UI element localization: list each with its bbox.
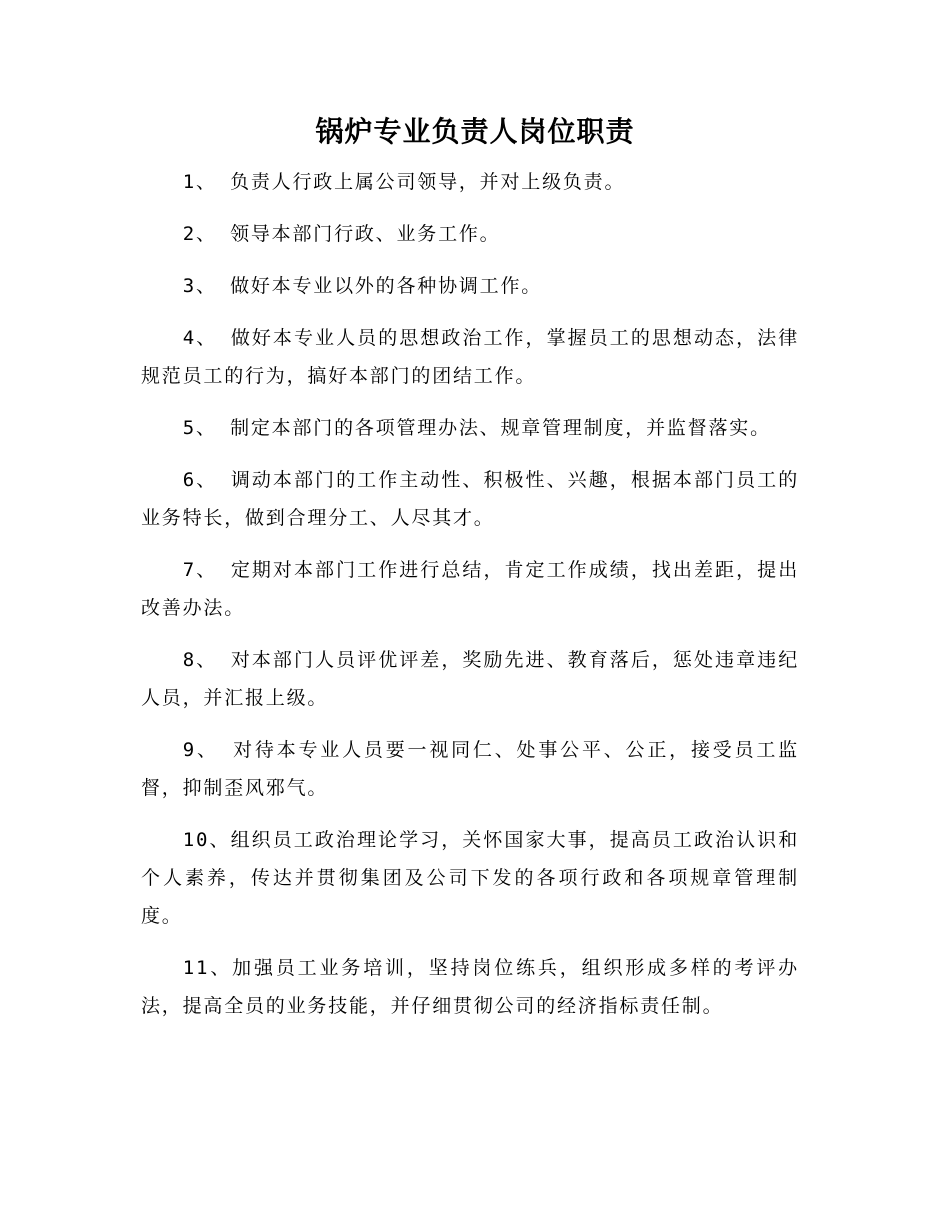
duty-item-6: 6、 调动本部门的工作主动性、积极性、兴趣，根据本部门员工的业务特长，做到合理分工、人尽其才。 xyxy=(141,469,799,529)
duty-item-5: 5、 制定本部门的各项管理办法、规章管理制度，并监督落实。 xyxy=(182,417,771,439)
duty-item-8: 8、 对本部门人员评优评差，奖励先进、教育落后，惩处违章违纪人员，并汇报上级。 xyxy=(141,649,799,709)
duty-item-10: 10、组织员工政治理论学习，关怀国家大事，提高员工政治认识和个人素养，传达并贯彻集团及公司下发的各项行政和各项规章管理制度。 xyxy=(141,829,799,927)
duty-item-4: 4、 做好本专业人员的思想政治工作，掌握员工的思想动态，法律规范员工的行为，搞好本部门的团结工作。 xyxy=(141,327,799,387)
duty-item-11: 11、加强员工业务培训，坚持岗位练兵，组织形成多样的考评办法，提高全员的业务技能，并仔细贯彻公司的经济指标责任制。 xyxy=(141,957,799,1017)
duty-item-7: 7、 定期对本部门工作进行总结，肯定工作成绩，找出差距，提出改善办法。 xyxy=(141,559,799,619)
document-body xyxy=(141,163,799,1039)
document-title: 锅炉专业负责人岗位职责 xyxy=(315,115,635,148)
duty-item-2: 2、 领导本部门行政、业务工作。 xyxy=(182,223,501,245)
duty-item-9: 9、 对待本专业人员要一视同仁、处事公平、公正，接受员工监督，抑制歪风邪气。 xyxy=(141,739,799,799)
duty-item-1: 1、 负责人行政上属公司领导，并对上级负责。 xyxy=(182,171,626,193)
duty-item-3: 3、 做好本专业以外的各种协调工作。 xyxy=(182,275,543,297)
